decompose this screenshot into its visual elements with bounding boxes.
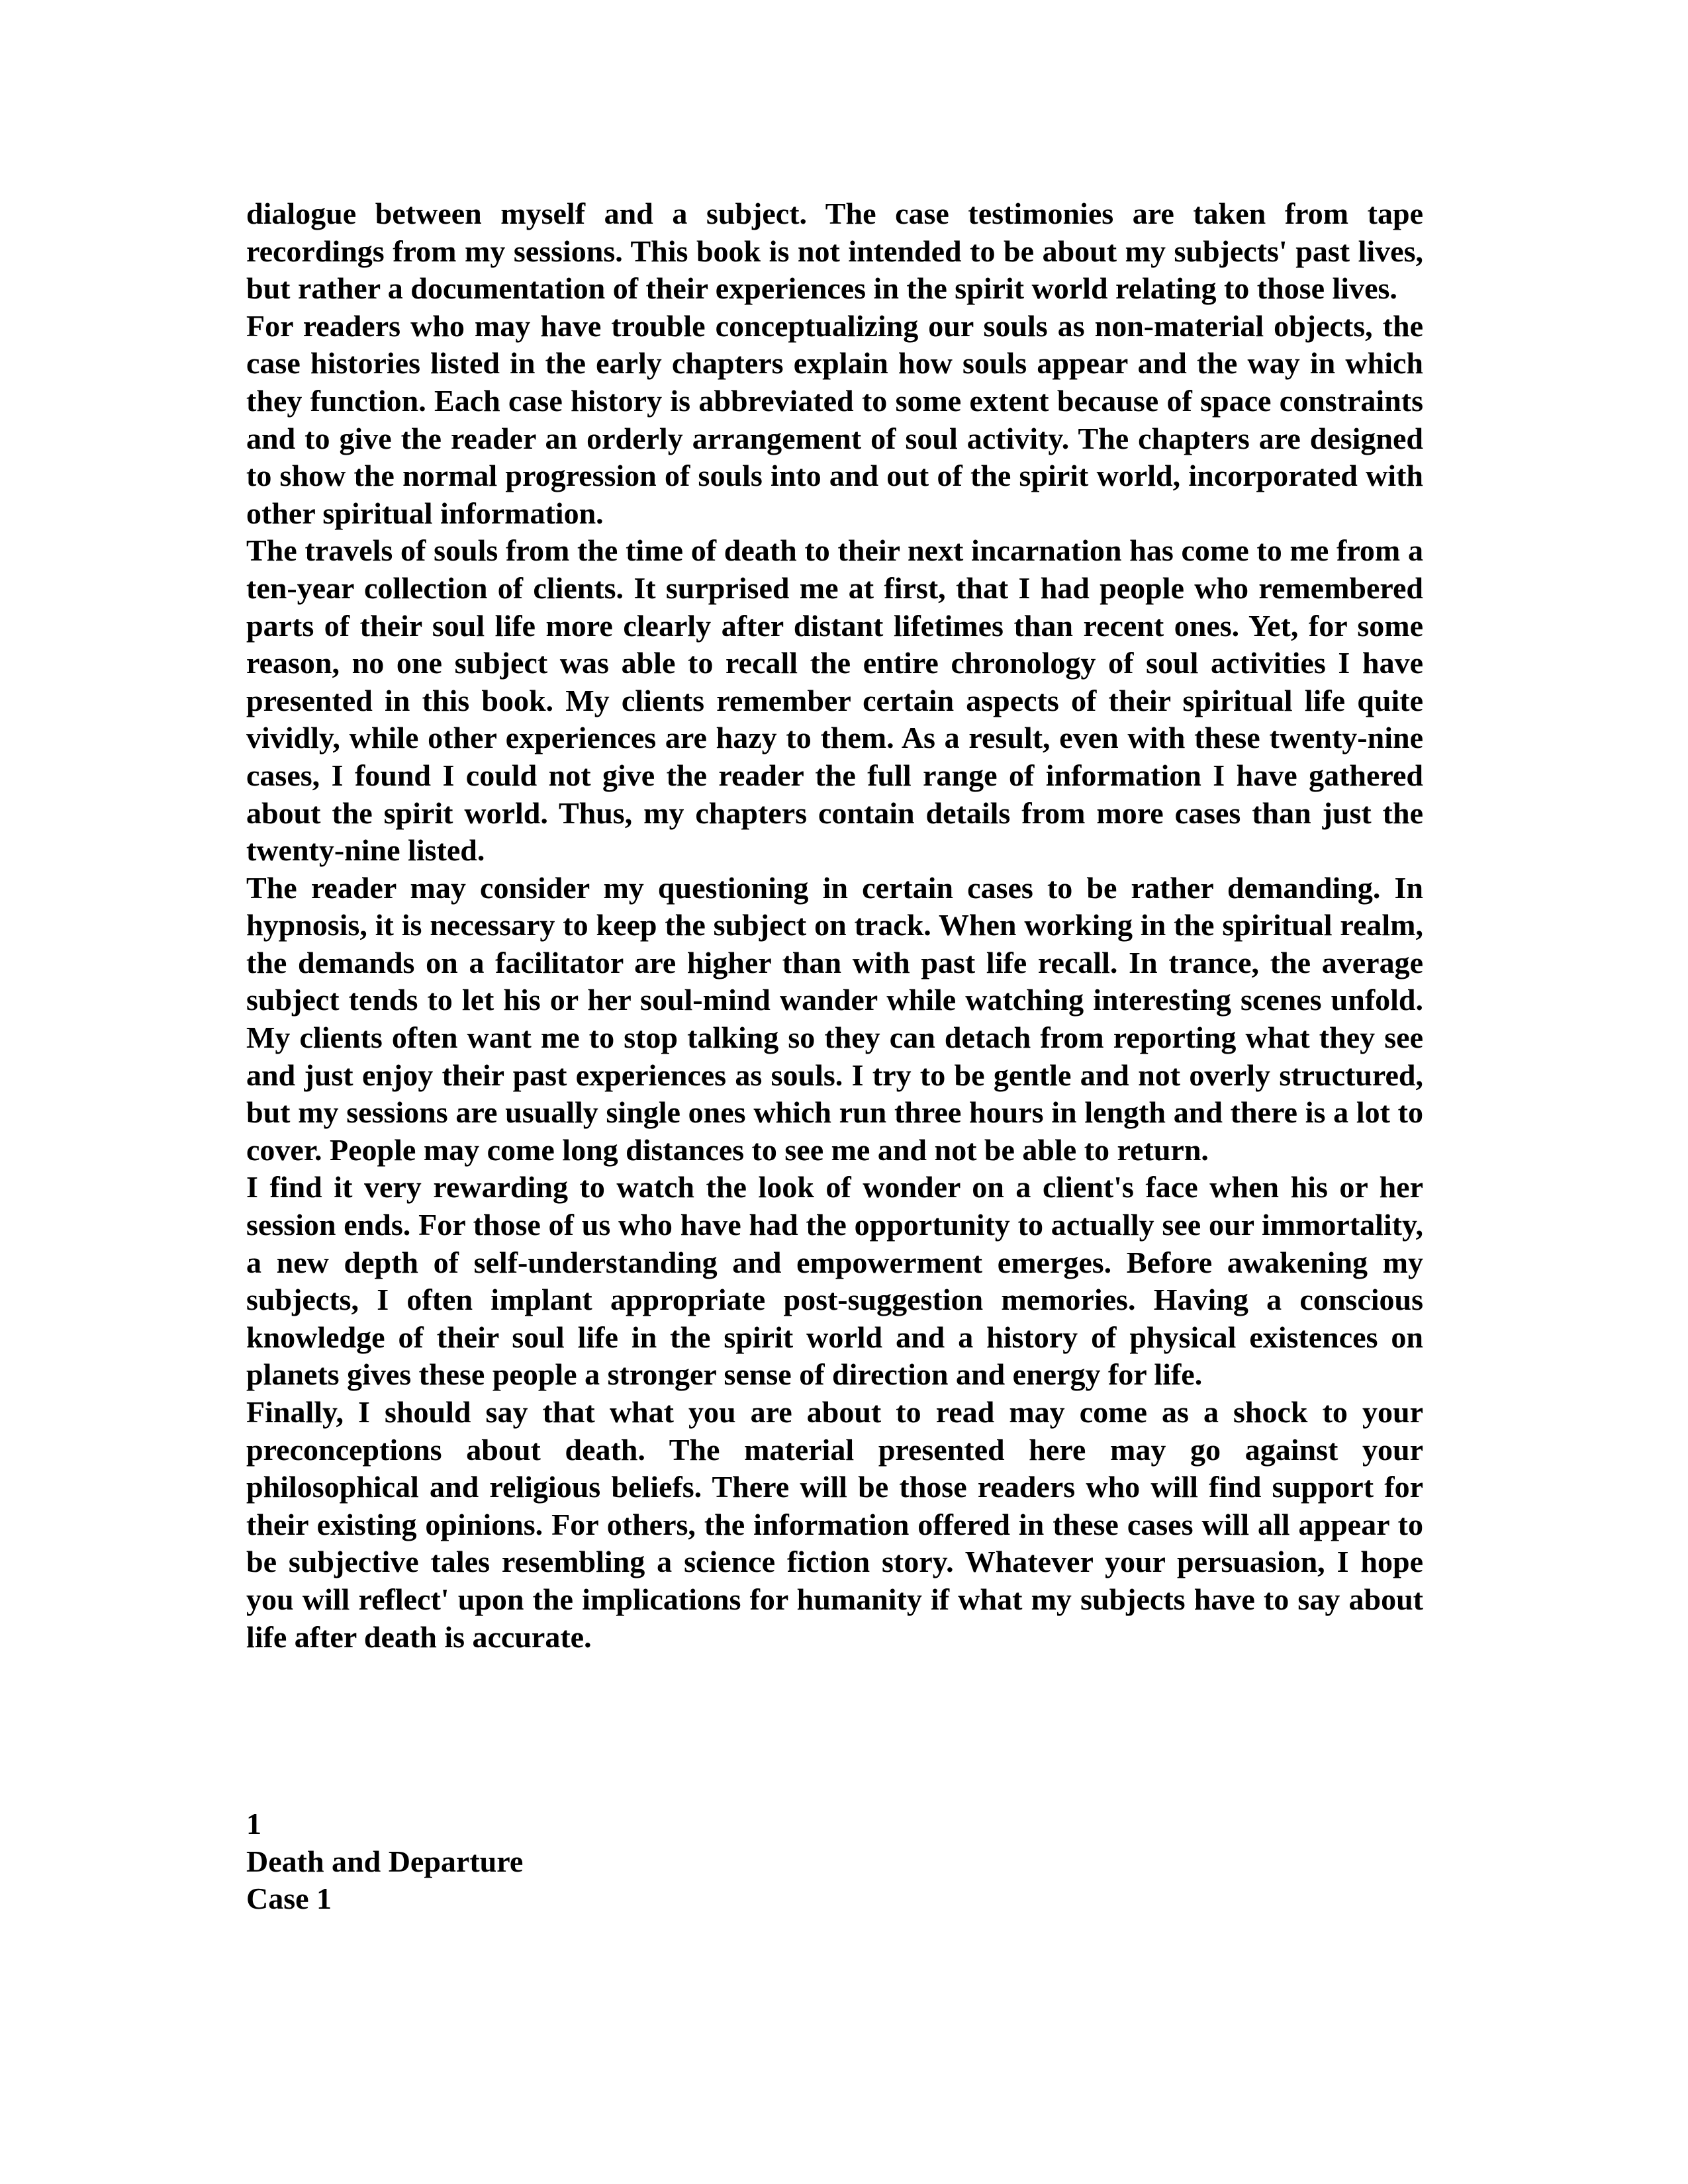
- paragraph-4: The reader may consider my questioning in certain cases to be rather demanding. In hypnosis, it is necessary to keep the subject on track. When working in the spiritual realm, the demands on a facilitator are higher than with past life recall. In trance, the average subject tends to let his or her soul-mind wander while watching interesting scenes unfold. My clients often want me to stop talking so they can detach from reporting what they see and just enjoy their past experiences as souls. I try to be gentle and not overly structured, but my sessions are usually single ones which run three hours in length and there is a lot to cover. People may come long distances to see me and not be able to return.: [246, 870, 1423, 1167]
- paragraph-1: dialogue between myself and a subject. The case testimonies are taken from tape recordings from my sessions. This book is not intended to be about my subjects' past lives, but rather a documentation of their experiences in the spirit world relating to those lives.: [246, 197, 1423, 306]
- chapter-number: 1: [246, 1807, 261, 1841]
- chapter-heading: [246, 1805, 523, 1918]
- paragraph-3: The travels of souls from the time of death to their next incarnation has come to me from a ten-year collection of clients. It surprised me at first, that I had people who remembered parts of their soul life more clearly after distant lifetimes than recent ones. Yet, for some reason, no one subject was able to recall the entire chronology of soul activities I have presented in this book. My clients remember certain aspects of their spiritual life quite vividly, while other experiences are hazy to them. As a result, even with these twenty-nine cases, I found I could not give the reader the full range of information I have gathered about the spirit world. Thus, my chapters contain details from more cases than just the twenty-nine listed.: [246, 533, 1423, 868]
- paragraph-2: For readers who may have trouble conceptualizing our souls as non-material objects, the case histories listed in the early chapters explain how souls appear and the way in which they function. Each case history is abbreviated to some extent because of space constraints and to give the reader an orderly arrangement of soul activity. The chapters are designed to show the normal progression of souls into and out of the spirit world, incorporated with other spiritual information.: [246, 308, 1423, 530]
- case-label: Case 1: [246, 1882, 332, 1916]
- paragraph-6: Finally, I should say that what you are about to read may come as a shock to your preconceptions about death. The material presented here may go against your philosophical and religious beliefs. There will be those readers who will find support for their existing opinions. For others, the information offered in these cases will all appear to be subjective tales resembling a science fiction story. Whatever your persuasion, I hope you will reflect' upon the implications for humanity if what my subjects have to say about life after death is accurate.: [246, 1395, 1423, 1654]
- chapter-title: Death and Departure: [246, 1844, 524, 1878]
- body-text: [246, 195, 1423, 1656]
- paragraph-5: I find it very rewarding to watch the look of wonder on a client's face when his or her session ends. For those of us who have had the opportunity to actually see our immortality, a new depth of self-understanding and empowerment emerges. Before awakening my subjects, I often implant appropriate post-suggestion memories. Having a conscious knowledge of their soul life in the spirit world and a history of physical existences on planets gives these people a stronger sense of direction and energy for life.: [246, 1170, 1423, 1392]
